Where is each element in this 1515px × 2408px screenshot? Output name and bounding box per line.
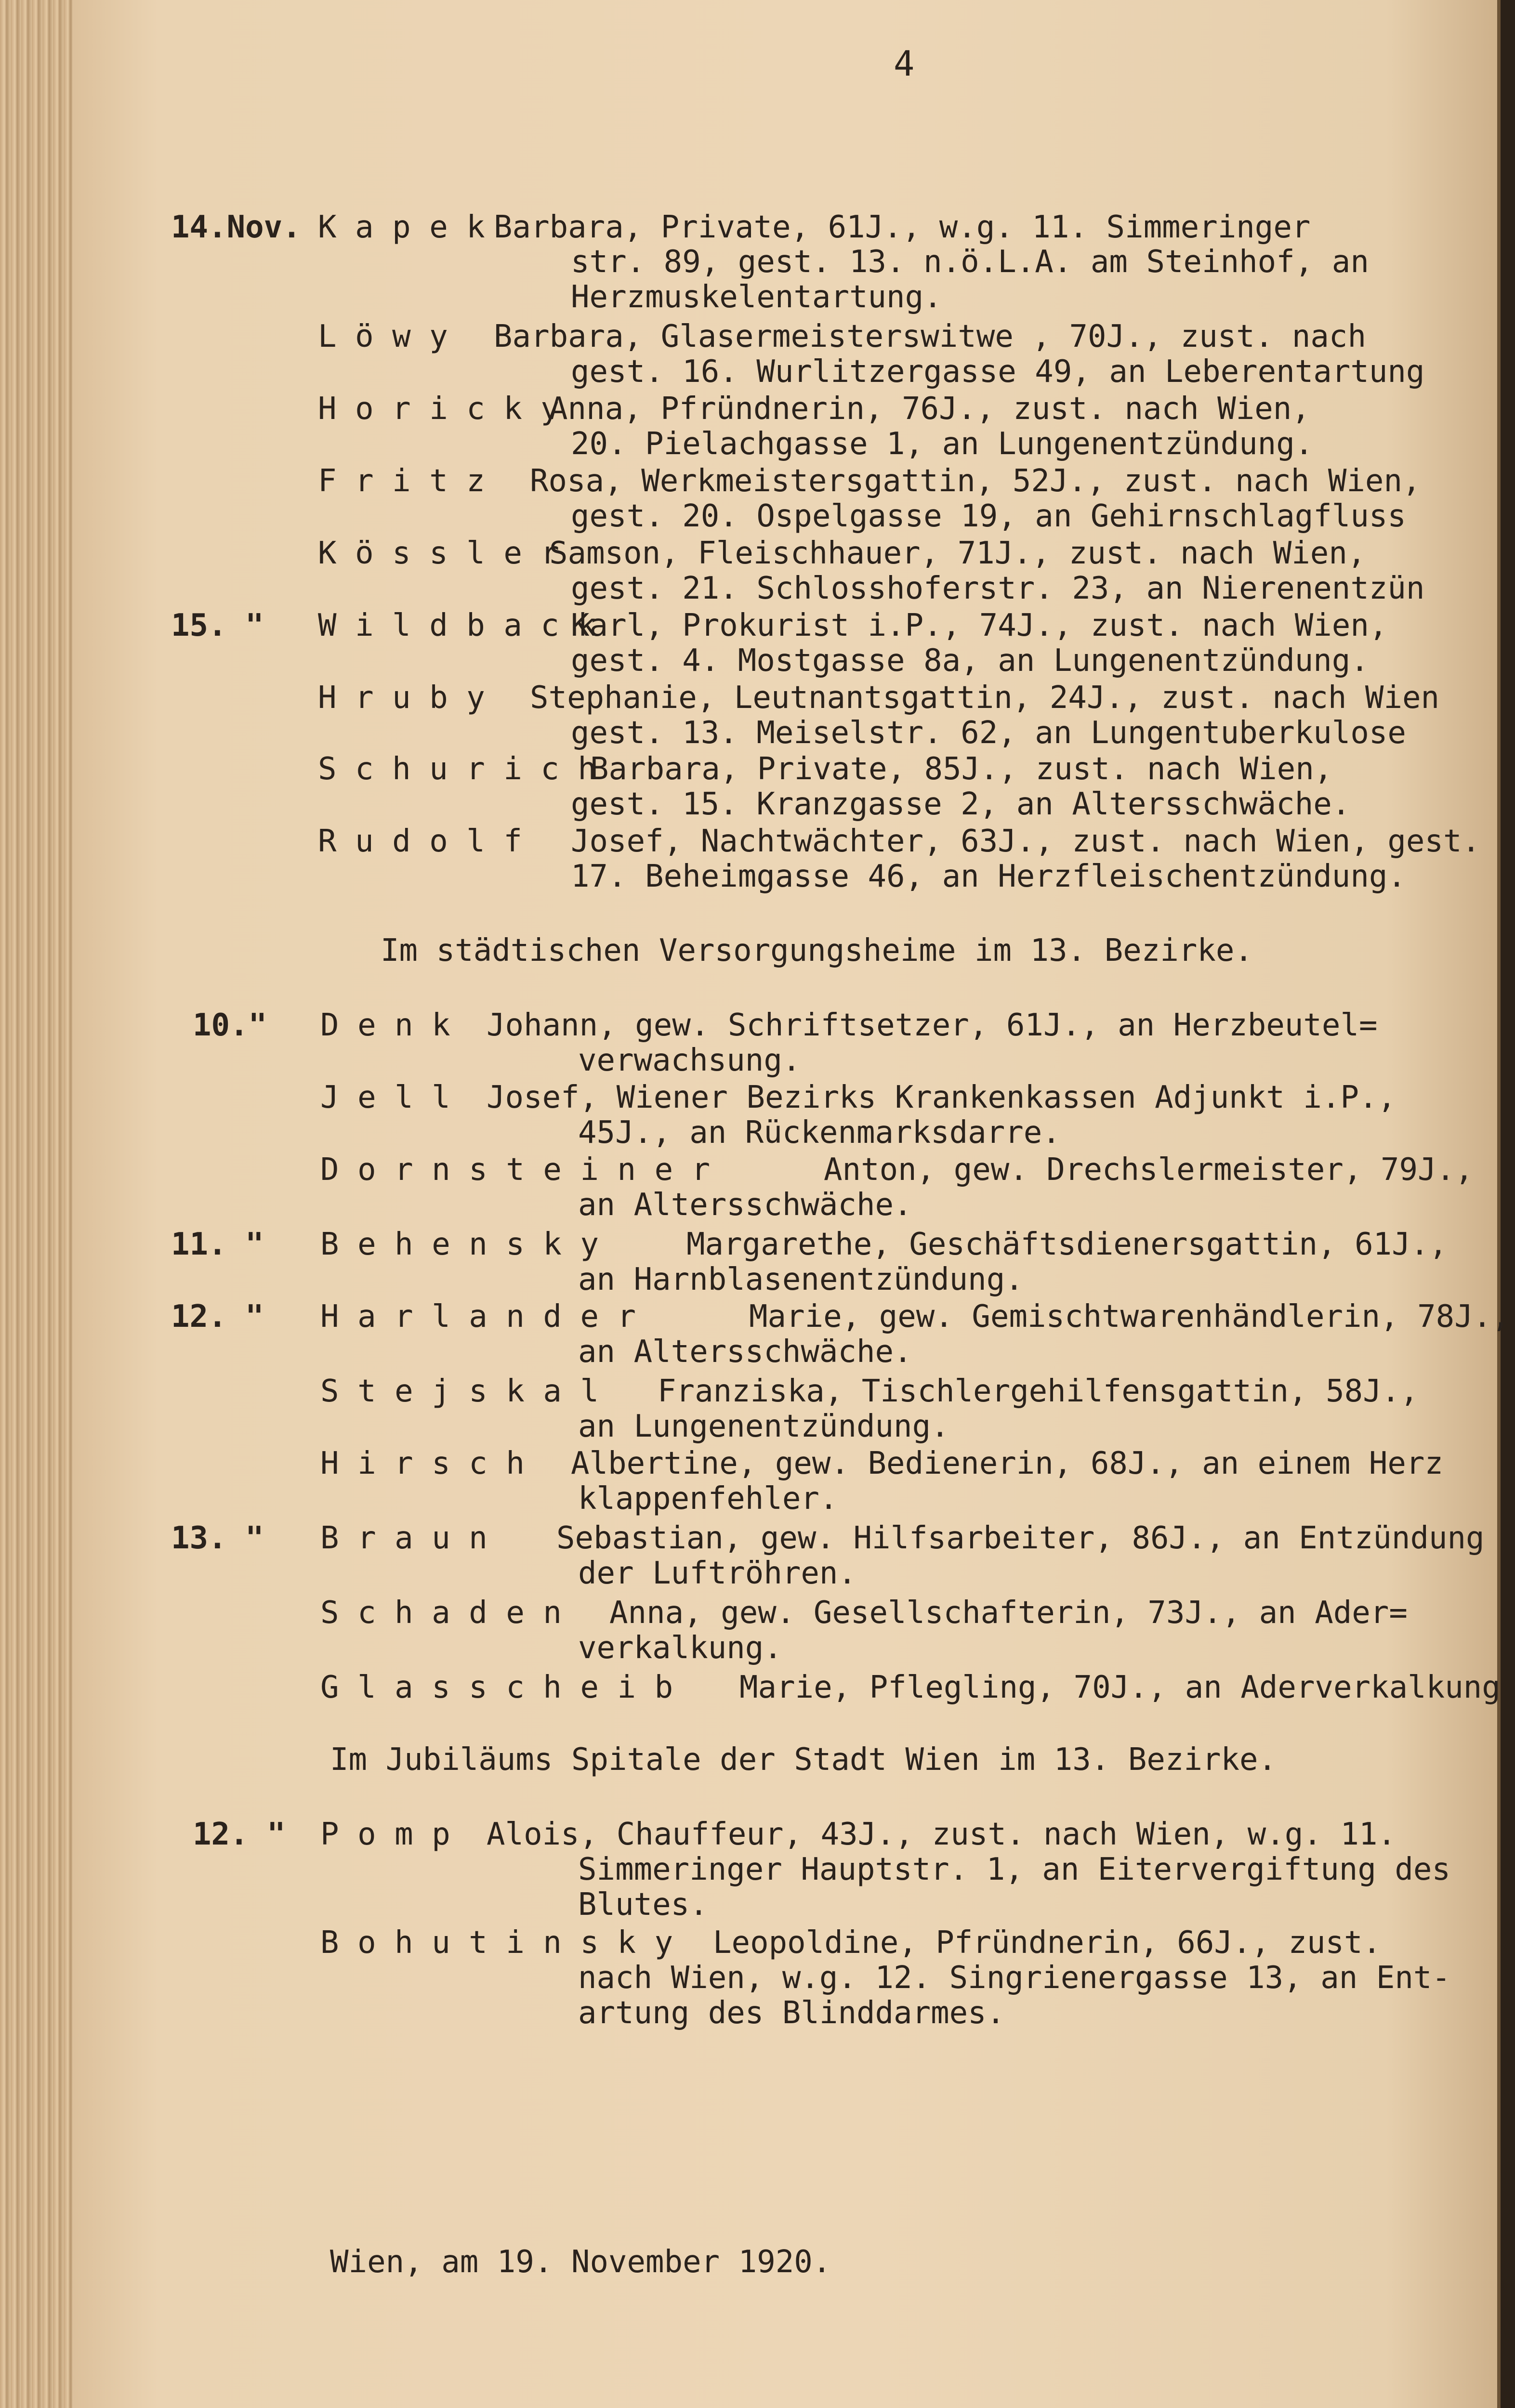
entry-name: H a r l a n d e r xyxy=(320,1299,636,1335)
section-heading: Im städtischen Versorgungsheime im 13. Bezirke. xyxy=(381,933,1253,968)
entry-line: Simmeringer Hauptstr. 1, an Eitervergiftung des xyxy=(578,1852,1450,1887)
entry-name: D o r n s t e i n e r xyxy=(320,1152,711,1188)
entry-line: an Altersschwäche. xyxy=(578,1334,912,1370)
entry-line: Stephanie, Leutnantsgattin, 24J., zust. nach Wien xyxy=(530,680,1440,716)
entry-line: an Lungenentzündung. xyxy=(578,1409,949,1444)
entry-line: str. 89, gest. 13. n.ö.L.A. am Steinhof, an xyxy=(571,244,1369,280)
entry-line: Josef, Wiener Bezirks Krankenkassen Adjunkt i.P., xyxy=(487,1080,1396,1115)
entry-line: Herzmuskelentartung. xyxy=(571,279,942,315)
entry-line: Sebastian, gew. Hilfsarbeiter, 86J., an Entzündung xyxy=(556,1520,1485,1556)
entry-line: Barbara, Private, 85J., zust. nach Wien, xyxy=(590,751,1333,787)
entry-name: B e h e n s k y xyxy=(320,1227,599,1262)
entry-line: an Altersschwäche. xyxy=(578,1187,912,1223)
entry-name: B r a u n xyxy=(320,1520,487,1556)
entry-date: 13. " xyxy=(171,1520,264,1556)
entry-name: H i r s c h xyxy=(320,1446,525,1481)
entry-line: Barbara, Private, 61J., w.g. 11. Simmeringer xyxy=(494,209,1311,245)
entry-line: nach Wien, w.g. 12. Singrienergasse 13, an Ent- xyxy=(578,1960,1450,1996)
entry-date: 10." xyxy=(193,1008,267,1043)
entry-line: klappenfehler. xyxy=(578,1481,838,1517)
entry-line: gest. 16. Wurlitzergasse 49, an Leberentartung xyxy=(571,354,1425,390)
entry-line: Anton, gew. Drechslermeister, 79J., xyxy=(824,1152,1474,1188)
entry-name: D e n k xyxy=(320,1008,450,1043)
signature-line: Wien, am 19. November 1920. xyxy=(330,2244,831,2280)
entry-line: 17. Beheimgasse 46, an Herzfleischentzündung. xyxy=(571,859,1406,894)
entry-name: P o m p xyxy=(320,1817,450,1852)
entry-name: G l a s s c h e i b xyxy=(320,1670,673,1705)
entry-line: der Luftröhren. xyxy=(578,1556,856,1591)
entry-line: verkalkung. xyxy=(578,1630,782,1666)
entry-name: S t e j s k a l xyxy=(320,1374,599,1409)
entry-line: gest. 13. Meiselstr. 62, an Lungentuberkulose xyxy=(571,715,1406,751)
entry-line: artung des Blinddarmes. xyxy=(578,1995,1005,2031)
entry-line: an Harnblasenentzündung. xyxy=(578,1262,1024,1297)
entry-name: S c h u r i c h xyxy=(318,751,596,787)
entry-line: Josef, Nachtwächter, 63J., zust. nach Wien, gest. xyxy=(571,824,1481,859)
entry-date: 15. " xyxy=(171,608,264,643)
entry-line: Karl, Prokurist i.P., 74J., zust. nach Wien, xyxy=(571,608,1388,643)
entry-line: Marie, Pflegling, 70J., an Aderverkalkung xyxy=(739,1670,1501,1705)
entry-line: Marie, gew. Gemischtwarenhändlerin, 78J., xyxy=(749,1299,1510,1335)
entry-line: Anna, gew. Gesellschafterin, 73J., an Ader= xyxy=(609,1595,1408,1631)
entry-line: gest. 21. Schlosshoferstr. 23, an Nierenentzün xyxy=(571,571,1425,606)
entry-name: B o h u t i n s k y xyxy=(320,1925,673,1961)
entry-line: gest. 4. Mostgasse 8a, an Lungenentzündung. xyxy=(571,643,1369,679)
section-heading: Im Jubiläums Spitale der Stadt Wien im 13. Bezirke. xyxy=(330,1742,1277,1778)
entry-line: Barbara, Glasermeisterswitwe , 70J., zust. nach xyxy=(494,319,1366,354)
entry-name: K ö s s l e r xyxy=(318,536,559,571)
entry-date: 12. " xyxy=(171,1299,264,1335)
entry-name: L ö w y xyxy=(318,319,448,354)
page-edges xyxy=(0,0,82,2408)
entry-line: Margarethe, Geschäftsdienersgattin, 61J., xyxy=(686,1227,1448,1262)
entry-name: H r u b y xyxy=(318,680,485,716)
entry-date: 11. " xyxy=(171,1227,264,1262)
entry-line: Alois, Chauffeur, 43J., zust. nach Wien, w.g. 11. xyxy=(487,1817,1396,1852)
entry-name: J e l l xyxy=(320,1080,450,1115)
entry-line: Blutes. xyxy=(578,1887,708,1923)
page-number: 4 xyxy=(894,43,915,84)
entry-line: gest. 15. Kranzgasse 2, an Altersschwäche. xyxy=(571,786,1351,822)
entry-line: Johann, gew. Schriftsetzer, 61J., an Herzbeutel= xyxy=(487,1008,1378,1043)
entry-name: W i l d b a c k xyxy=(318,608,596,643)
entry-line: Samson, Fleischhauer, 71J., zust. nach Wien, xyxy=(549,536,1366,571)
entry-line: 20. Pielachgasse 1, an Lungenentzündung. xyxy=(571,426,1314,462)
entry-line: 45J., an Rückenmarksdarre. xyxy=(578,1115,1061,1151)
entry-name: H o r i c k y xyxy=(318,391,559,427)
entry-date: 12. " xyxy=(193,1817,286,1852)
entry-name: S c h a d e n xyxy=(320,1595,562,1631)
entry-line: verwachsung. xyxy=(578,1043,801,1078)
entry-name: F r i t z xyxy=(318,463,485,499)
entry-line: Anna, Pfründnerin, 76J., zust. nach Wien, xyxy=(549,391,1310,427)
entry-line: Leopoldine, Pfründnerin, 66J., zust. xyxy=(713,1925,1382,1961)
binding-shadow xyxy=(1501,0,1515,2408)
entry-line: gest. 20. Ospelgasse 19, an Gehirnschlagfluss xyxy=(571,498,1406,534)
entry-line: Rosa, Werkmeistersgattin, 52J., zust. nach Wien, xyxy=(530,463,1421,499)
entry-line: Franziska, Tischlergehilfensgattin, 58J., xyxy=(658,1374,1419,1409)
entry-name: K a p e k xyxy=(318,209,485,245)
entry-line: Albertine, gew. Bedienerin, 68J., an einem Herz xyxy=(571,1446,1443,1481)
entry-date: 14.Nov. xyxy=(171,209,301,245)
entry-name: R u d o l f xyxy=(318,824,522,859)
